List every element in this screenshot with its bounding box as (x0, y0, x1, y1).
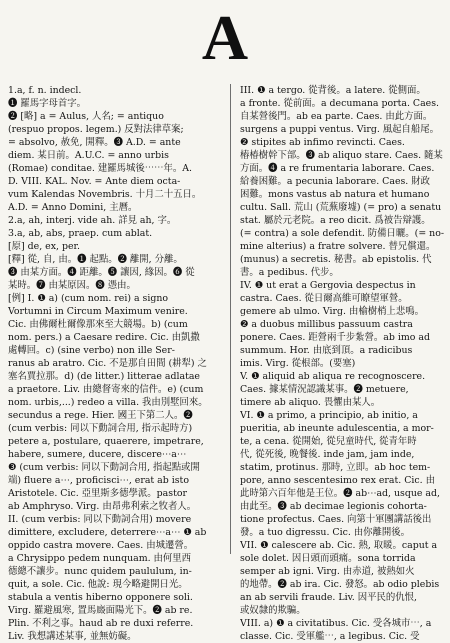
section-headword: A (201, 2, 249, 73)
entry-line: vum Kalendas Novembris. 十月二十五日。 (8, 189, 202, 200)
entry-line: = absolvo, 赦免, 開釋。❸ A.D. = ante (8, 137, 181, 148)
entry-line: classe. Cic. 受軍艦⋯, a legibus. Cic. 受 (240, 631, 420, 642)
entry-line: II. (cum verbis: 同以下動詞合用) movere (8, 514, 192, 525)
entry-line: nom. pers.) a Caesare redire. Cic. 由凱撒 (8, 332, 200, 343)
entry-line: petere a, postulare, quaerere, impetrare, (8, 436, 204, 447)
entry-line: 代, 從死後, 晚餐後. inde jam, jam inde, (240, 449, 415, 460)
entry-line: a Chrysippo pedem nunquam. 由何里西 (8, 553, 192, 564)
entry-line: a praetore. Liv. 由總督寄來的信件。e) (cum (8, 384, 204, 395)
entry-line: (= contra) a sole defendit. 防備日曬。(= no- (240, 228, 445, 239)
entry-line: gemere ab ulmo. Virg. 由榆樹梢上悲鳴。 (240, 306, 424, 317)
entry-line: statim, protinus. 那時, 立即。ab hoc tem- (240, 462, 431, 473)
entry-line: 或奴隸的欺騙。 (240, 605, 306, 616)
entry-line: mine alterius) a fratre solvere. 替兄償還。 (240, 241, 436, 252)
entry-line: Plin. 不利之事。haud ab re duxi referre. (8, 618, 194, 629)
entry-line: Cic. 由佛爾杜爾像那來至大競場。b) (cum (8, 319, 188, 330)
entry-line: dimittere, excludere, deterrere⋯a⋯ ❶ ab (8, 527, 207, 538)
entry-line: pore, anno sescentesimo rex erat. Cic. 由 (240, 475, 435, 486)
entry-line: 自某營後門。ab ea parte. Caes. 由此方面。 (240, 111, 433, 122)
entry-line: stat. 屬於元老院。a reo dicit. 爲被告辯護。 (240, 215, 431, 226)
entry-line: [釋] 從, 自, 由。❶ 起點。❷ 離開, 分離。 (8, 254, 183, 265)
entry-line: an ab servili fraude. Liv. 因平民的仇恨, (240, 592, 417, 603)
entry-line: (munus) a secretis. 秘書。ab epistolis. 代 (240, 254, 432, 265)
entry-line: ❷ [略] a = Aulus, 人名; = antiquo (8, 111, 164, 122)
entry-line: 某時。❼ 由某原因。❽ 憑由。 (8, 280, 136, 291)
entry-line: (cum verbis: 同以下動詞合用, 指示起時方) (8, 423, 193, 434)
entry-line: timere ab aliquo. 畏懼由某人。 (240, 397, 381, 408)
entry-line: castra. Caes. 從日爾高維可瞭望軍營。 (240, 293, 408, 304)
entry-line: ranus ab aratro. Cic. 不是那自田間 (耕犁) 之 (8, 358, 207, 369)
entry-line: ❷ a duobus millibus passuum castra (240, 319, 413, 330)
entry-line: VI. ❶ a primo, a principio, ab initio, a (240, 410, 418, 421)
entry-line: 由此至。❸ ab decimae legionis cohorta- (240, 501, 427, 512)
entry-line: ❷ stipites ab infimo revincti. Caes. (240, 137, 405, 148)
entry-line: III. ❶ a tergo. 從背後。a latere. 從側面。 (240, 85, 426, 96)
entry-line: cultu. Sall. 荒山 (荒蕪廢墟) (= pro) a senatu (240, 202, 442, 213)
entry-line: [例] I. ❶ a) (cum nom. rei) a signo (8, 293, 169, 304)
entry-line: 3.a, ab, abs, praep. cum ablat. (8, 228, 153, 239)
entry-line: imis. Virg. 從根部。(要塞) (240, 358, 356, 369)
entry-line: 德總不讓步。nunc quidem paululum, in- (8, 566, 192, 577)
entry-line: 發。a tuo digressu. Cic. 由你離開後。 (240, 527, 411, 538)
entry-line: 方面。❹ a re frumentaria laborare. Caes. (240, 163, 435, 174)
entry-line: a fronte. 從前面。a decumana porta. Caes. (240, 98, 440, 109)
entry-line: sole dolet. 因日頭而頭痛。sona torrida (240, 553, 416, 564)
entry-line: tione profectus. Caes. 向第十軍團講話後出 (240, 514, 432, 525)
entry-line: 1.a, f. n. indecl. (8, 85, 82, 96)
entry-line: ❸ 由某方面。❹ 距離。❺ 讓因, 緣因。❻ 從 (8, 267, 195, 278)
entry-line: (respuo propos. legem.) 反對法律草案; (8, 124, 184, 135)
entry-line: Aristotele. Cic. 亞里斯多德學派。pastor (8, 488, 187, 499)
entry-line: ❸ (cum verbis: 同以下動詞合用, 指起點或開 (8, 462, 200, 473)
entry-line: 端) fluere a⋯, proficisci⋯, erat ab isto (8, 475, 189, 486)
entry-line: 塞名賈拉那。d) (de litter.) litterae adlatae (8, 371, 200, 382)
entry-line: surgens a puppi ventus. Virg. 風起自船尾。 (240, 124, 440, 135)
entry-line: nom. urbis,...) redeo a villa. 我由別墅回來。 (8, 397, 208, 408)
entry-line: oppido castra movere. Caes. 由城遷營。 (8, 540, 194, 551)
entry-line: VII. ❶ calescere ab. Cic. 熱, 取暖。caput a (240, 540, 438, 551)
entry-line: te, a cena. 從開始, 從兒童時代, 從青年時 (240, 436, 417, 447)
left-column (8, 84, 214, 643)
entry-line: ponere. Caes. 距營兩千步紮營。ab imo ad (240, 332, 430, 343)
entry-line: VIII. a) ❶ a civitatibus. Cic. 受各城市⋯, a (240, 618, 432, 629)
entry-line: quit, a sole. Cic. 他說: 現今略避開日光。 (8, 579, 188, 590)
entry-line: Caes. 據某情況認識某事。❷ metuere, (240, 384, 409, 395)
entry-line: A.D. = Anno Domini, 主曆。 (8, 202, 138, 213)
entry-line: secundus a rege. Hier. 國王下第二人。❷ (8, 410, 193, 421)
entry-line: 處轉回。c) (sine verbo) non ille Ser- (8, 345, 175, 356)
entry-line: 書。a pedibus. 代步。 (240, 267, 339, 278)
column-divider (230, 84, 231, 554)
entry-line: summum. Hor. 由底到頂。a radicibus (240, 345, 413, 356)
entry-line: V. ❶ aliquid ab aliqua re recognoscere. (240, 371, 426, 382)
entry-line: [原] de, ex, per. (8, 241, 80, 252)
entry-line: Virg. 羅避風寒, 置馬廄面陽光下。❷ ab re. (8, 605, 193, 616)
entry-line: ❶ 羅馬字母首字。 (8, 98, 86, 109)
entry-line: 樁椿樹幹下部。❸ ab aliquo stare. Caes. 隨某 (240, 150, 443, 161)
entry-line: semper ab igni. Virg. 由赤道, 被熱如火 (240, 566, 415, 577)
entry-line: stabula a ventis hiberno opponere soli. (8, 592, 193, 603)
entry-line: 此時第六百年他是王位。❷ ab⋯ad, usque ad, (240, 488, 440, 499)
entry-line: 的地帶。❷ ab ira. Cic. 發怒。ab odio plebis (240, 579, 440, 590)
right-column (240, 84, 446, 643)
entry-line: Liv. 我想講述某事, 並無妨礙。 (8, 631, 137, 642)
entry-line: IV. ❶ ut erat a Gergovia despectus in (240, 280, 416, 291)
entry-line: pueritia, ab ineunte adulescentia, a mor- (240, 423, 434, 434)
entry-line: habere, sumere, ducere, discere⋯a⋯ (8, 449, 187, 460)
entry-line: 給養困難。a pecunia laborare. Caes. 財政 (240, 176, 431, 187)
entry-line: 2.a, ah, interj. vide ah. 詳見 ah, 字。 (8, 215, 177, 226)
entry-line: Vortumni in Circum Maximum venire. (8, 306, 188, 317)
entry-line: (Romae) conditae. 建羅馬城後⋯⋯年。A. (8, 163, 192, 174)
entry-line: 困難。mons vastus ab natura et humano (240, 189, 430, 200)
entry-line: diem. 某日前。A.U.C. = anno urbis (8, 150, 169, 161)
entry-line: ab Amphryso. Virg. 由昂弗利索之牧者人。 (8, 501, 197, 512)
entry-line: D. VIII. KAL. Nov. = Ante diem octa- (8, 176, 181, 187)
